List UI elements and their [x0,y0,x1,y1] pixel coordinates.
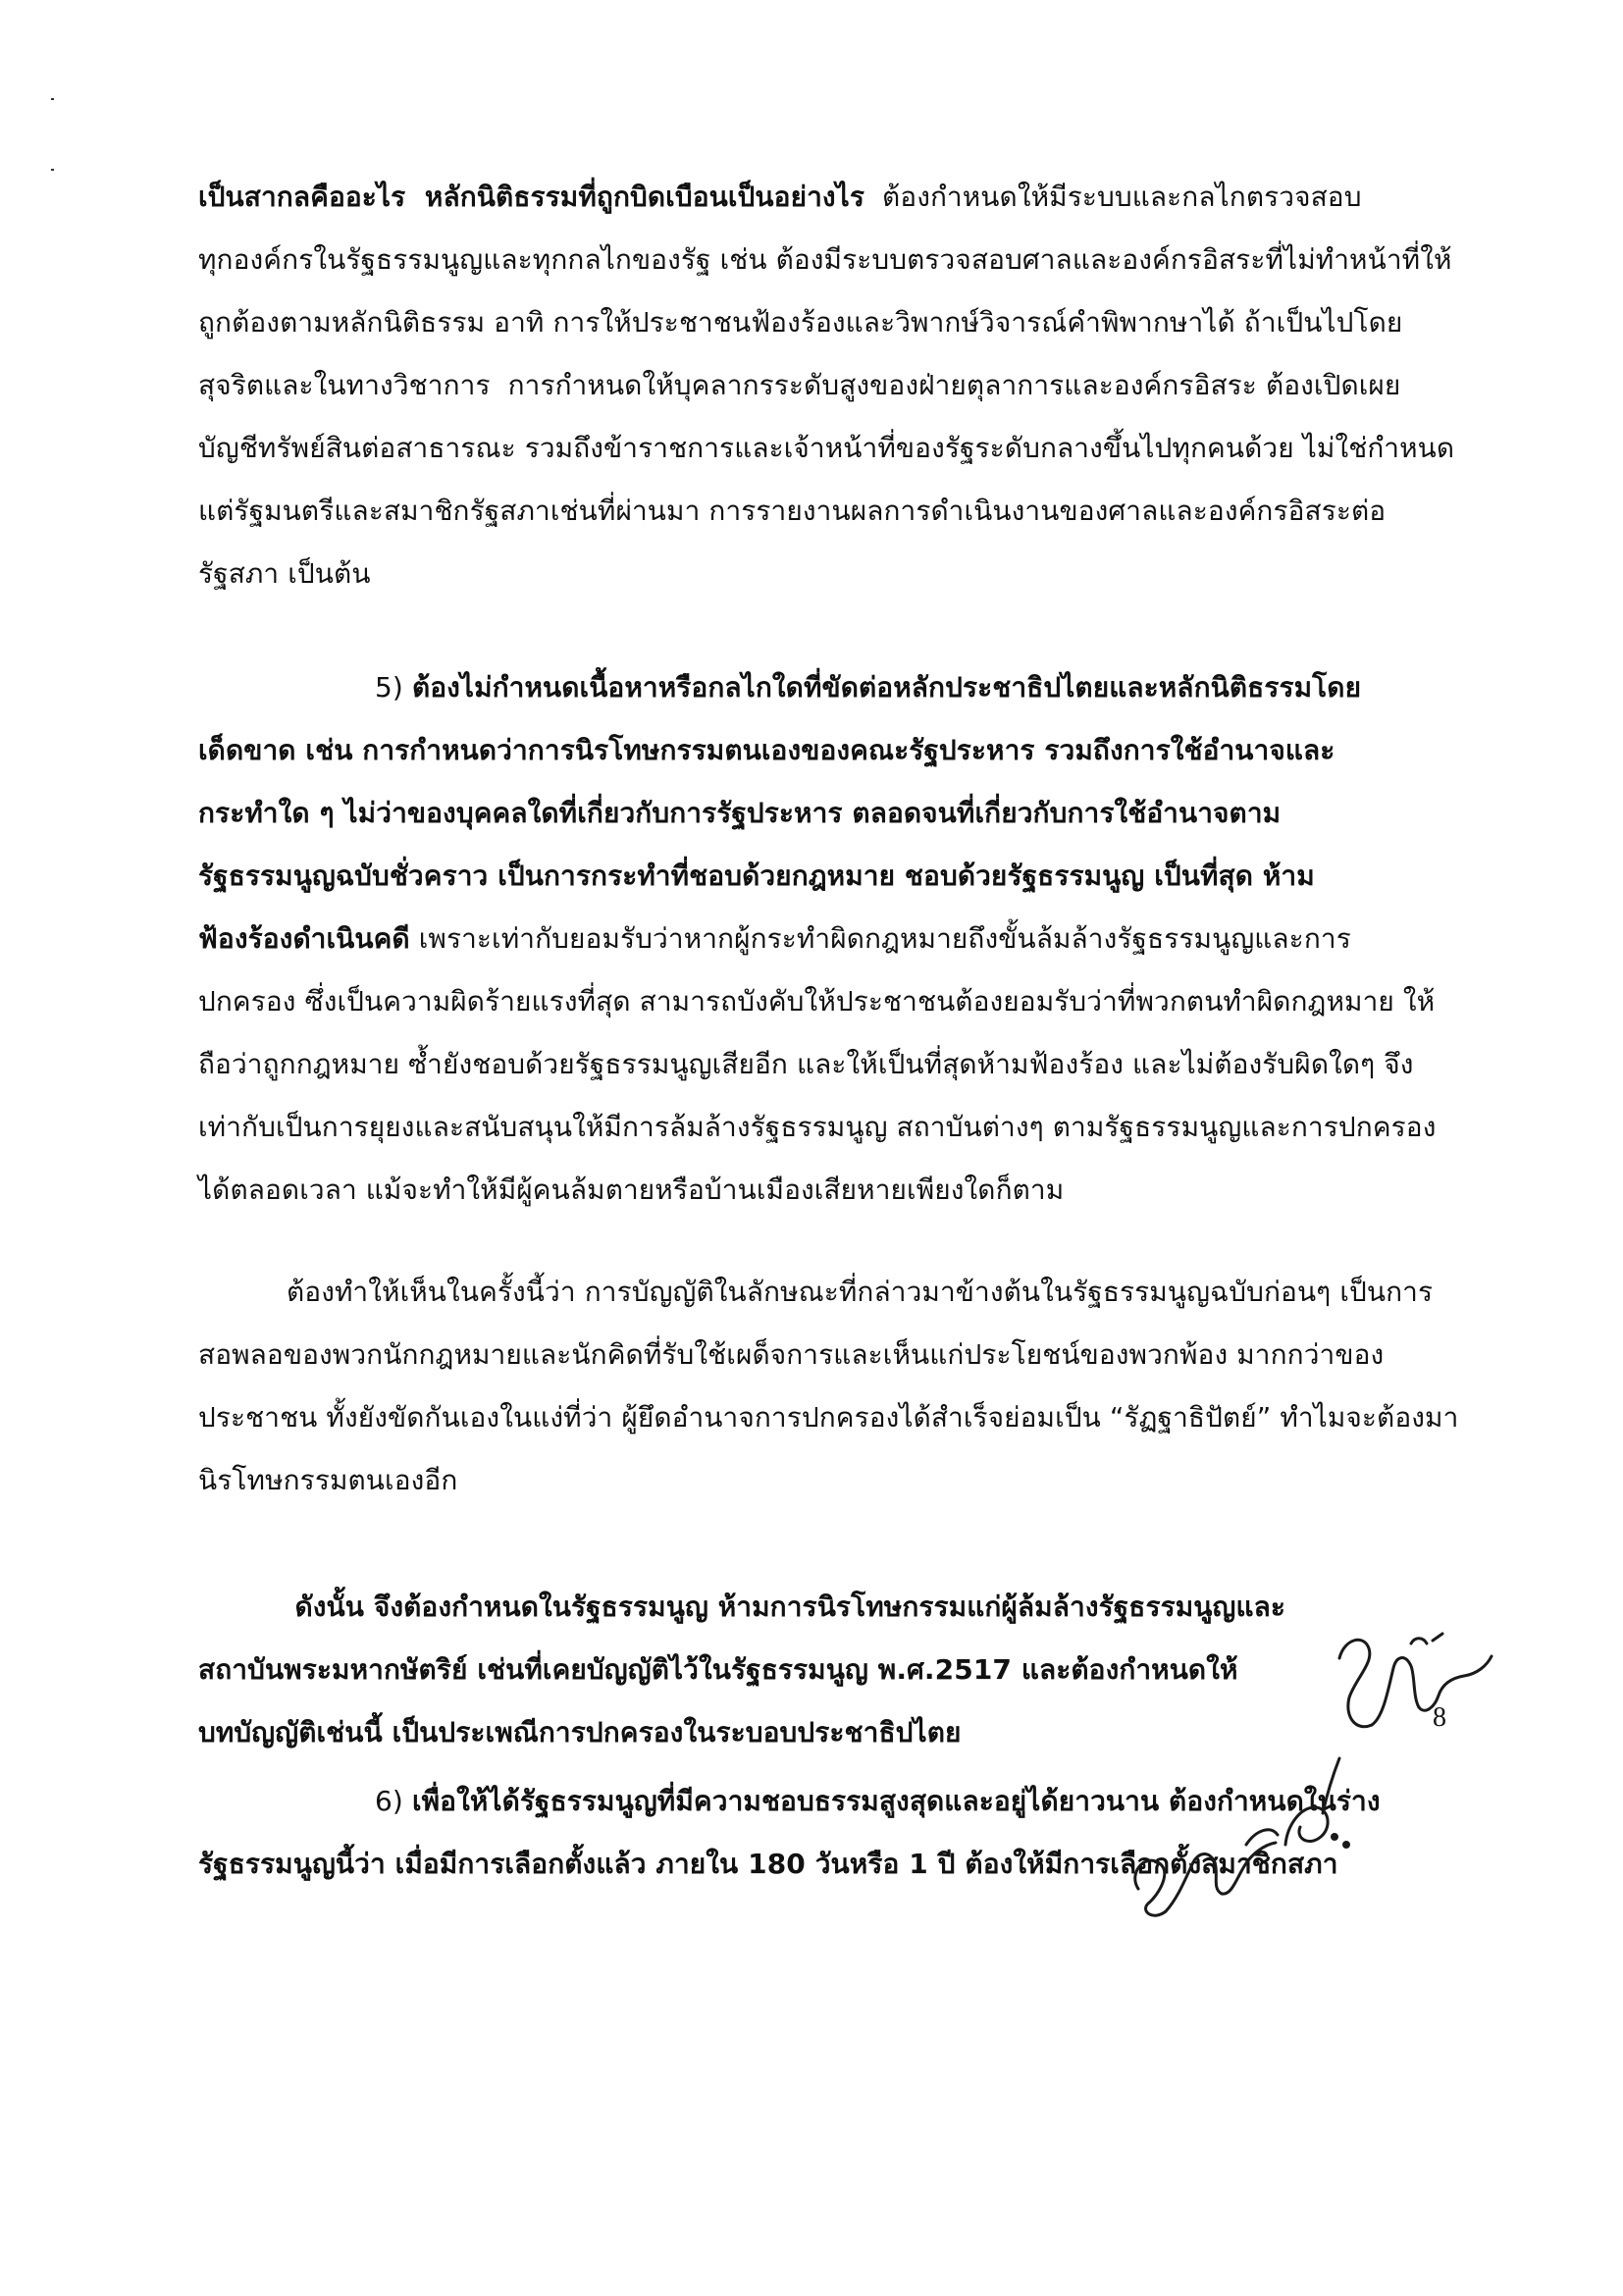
text-run: ต้องทำให้เห็นในครั้งนี้ว่า การบัญญัติในลักษณะที่กล่าวมาข้างต้นในรัฐธรรมนูญฉบับก่อนๆ เป็นการ [198,1276,1434,1308]
text-line [198,166,1446,229]
text-run: ถือว่าถูกกฎหมาย ซ้ำยังชอบด้วยรัฐธรรมนูญเสียอีก และให้เป็นที่สุดห้ามฟ้องร้อง และไม่ต้องรับผิดใดๆ จึง [198,1048,1414,1080]
text-run: ต้องกำหนดให้มีระบบและกลไกตรวจสอบ [864,181,1362,213]
paragraph-2 [198,656,1446,1222]
text-run: ทุกองค์กรในรัฐธรรมนูญและทุกกลไกของรัฐ เช่น ต้องมีระบบตรวจสอบศาลและองค์กรอิสระที่ไม่ทำหน้าที่ให้ [198,243,1452,276]
text-line [198,1324,1446,1386]
text-line [198,417,1455,480]
handwritten-signature [1099,1550,1511,1943]
text-run: สุจริตและในทางวิชาการ การกำหนดให้บุคลากรระดับสูงของฝ่ายตุลาการและองค์กรอิสระ ต้องเปิดเผย [198,369,1401,401]
text-run: ได้ตลอดเวลา แม้จะทำให้มีผู้คนล้มตายหรือบ้านเมืองเสียหายเพียงใดก็ตาม [198,1174,1065,1206]
text-line [198,291,1446,354]
bold-text-run: บทบัญญัติเช่นนี้ เป็นประเพณีการปกครองในระบอบประชาธิปไตย [198,1716,962,1748]
text-line [198,229,1452,291]
text-line [198,1386,1459,1449]
bold-text-run: รัฐธรรมนูญนี้ว่า เมื่อมีการเลือกตั้งแล้ว ภายใน 180 วันหรือ 1 ปี ต้องให้มีการเลือกตั้งสมาชิกสภา [198,1848,1338,1880]
scan-speck [51,169,54,171]
text-run: แต่รัฐมนตรีและสมาชิกรัฐสภาเช่นที่ผ่านมา การรายงานผลการดำเนินงานของศาลและองค์กรอิสระต่อ [198,495,1387,527]
text-run: เพราะเท่ากับยอมรับว่าหากผู้กระทำผิดกฎหมายถึงขั้นล้มล้างรัฐธรรมนูญและการ [409,922,1351,955]
bold-text-run: เด็ดขาด เช่น การกำหนดว่าการนิรโทษกรรมตนเองของคณะรัฐประหาร รวมถึงการใช้อำนาจและ [198,734,1335,766]
bold-text-run: เพื่อให้ได้รัฐธรรมนูญที่มีความชอบธรรมสูงสุดและอยู่ได้ยาวนาน ต้องกำหนดในร่าง [411,1785,1381,1817]
bold-text-run: ดังนั้น จึงต้องกำหนดในรัฐธรรมนูญ ห้ามการนิรโทษกรรมแก่ผู้ล้มล้างรัฐธรรมนูญและ [198,1591,1286,1623]
bold-text-run: กระทำใด ๆ ไม่ว่าของบุคคลใดที่เกี่ยวกับการรัฐประหาร ตลอดจนที่เกี่ยวกับการใช้อำนาจตาม [198,797,1282,829]
bold-text-run: ต้องไม่กำหนดเนื้อหาหรือกลไกใดที่ขัดต่อหลักประชาธิปไตยและหลักนิติธรรมโดย [411,671,1362,704]
paragraph-1 [198,166,1455,605]
text-line [198,908,1446,970]
text-run: บัญชีทรัพย์สินต่อสาธารณะ รวมถึงข้าราชการและเจ้าหน้าที่ของรัฐระดับกลางขึ้นไปทุกคนด้วย ไม่ใช่กำหนด [198,432,1455,464]
text-line [198,480,1446,543]
bold-text-run: ฟ้องร้องดำเนินคดี [198,922,410,955]
text-run: เท่ากับเป็นการยุยงและสนับสนุนให้มีการล้มล้างรัฐธรรมนูญ สถาบันต่างๆ ตามรัฐธรรมนูญและการปกครอง [198,1111,1437,1143]
text-run: รัฐสภา เป็นต้น [198,557,371,590]
text-run: ประชาชน ทั้งยังขัดกันเองในแง่ที่ว่า ผู้ยึดอำนาจการปกครองได้สำเร็จย่อมเป็น “รัฏฐาธิปัตย์” ทำไมจะต้องมา [198,1401,1459,1434]
text-line [198,1159,1446,1222]
text-run: 5) [198,671,412,704]
text-line [198,1033,1446,1096]
page-number: 8 [1433,1702,1446,1733]
text-run: ปกครอง ซึ่งเป็นความผิดร้ายแรงที่สุด สามารถบังคับให้ประชาชนต้องยอมรับว่าที่พวกตนทำผิดกฎหมาย ให้ [198,985,1436,1018]
paragraph-3 [198,1261,1459,1512]
text-line [198,1449,1446,1512]
text-line [198,354,1446,417]
scan-speck [51,98,54,100]
text-run: 6) [198,1785,412,1817]
text-run: ถูกต้องตามหลักนิติธรรม อาทิ การให้ประชาชนฟ้องร้องและวิพากษ์วิจารณ์คำพิพากษาได้ ถ้าเป็นไปโดย [198,306,1403,339]
text-line [198,719,1446,782]
bold-text-run: เป็นสากลคืออะไร หลักนิติธรรมที่ถูกบิดเบือนเป็นอย่างไร [198,181,864,213]
text-line [198,1261,1446,1324]
text-line [198,970,1446,1033]
text-line [198,782,1446,845]
text-line [198,543,1446,605]
text-line [198,1096,1446,1159]
text-line [198,656,1446,719]
bold-text-run: สถาบันพระมหากษัตริย์ เช่นที่เคยบัญญัติไว้ในรัฐธรรมนูญ พ.ศ.2517 และต้องกำหนดให้ [198,1653,1238,1686]
text-line [198,845,1446,908]
bold-text-run: รัฐธรรมนูญฉบับชั่วคราว เป็นการกระทำที่ชอบด้วยกฎหมาย ชอบด้วยรัฐธรรมนูญ เป็นที่สุด ห้าม [198,860,1315,892]
text-run: นิรโทษกรรมตนเองอีก [198,1464,458,1496]
text-run: สอพลอของพวกนักกฎหมายและนักคิดที่รับใช้เผด็จการและเห็นแก่ประโยชน์ของพวกพ้อง มากกว่าของ [198,1338,1385,1371]
